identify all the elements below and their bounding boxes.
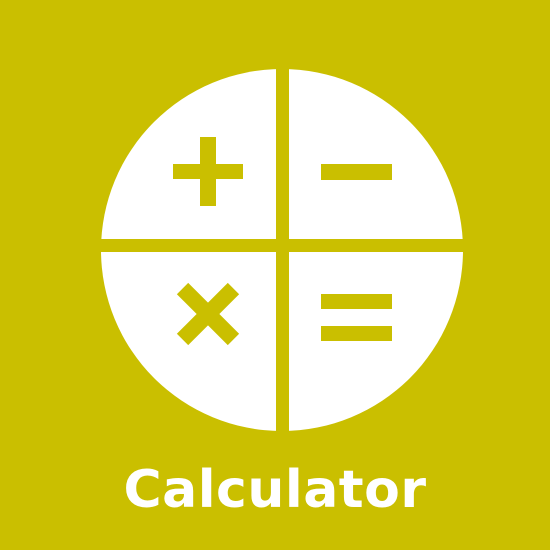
logo-divider-horizontal — [100, 239, 464, 252]
calculator-logo-icon — [100, 68, 464, 432]
app-name-label: Calculator — [123, 460, 427, 520]
minus-icon — [321, 164, 392, 180]
